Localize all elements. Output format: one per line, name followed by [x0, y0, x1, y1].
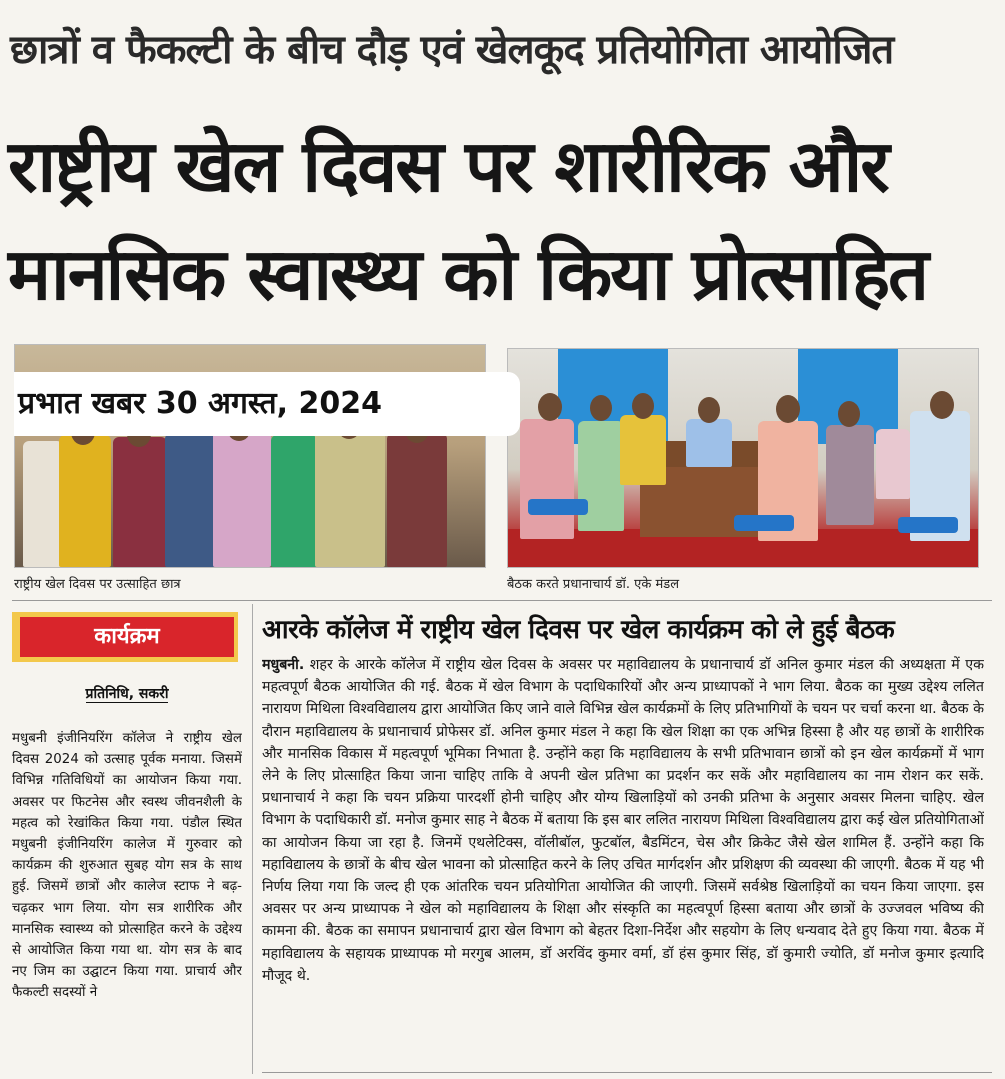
- byline-text: प्रतिनिधि, सकरी: [85, 686, 169, 702]
- dateline: मधुबनी.: [262, 657, 305, 673]
- main-headline: राष्ट्रीय खेल दिवस पर शारीरिक और मानसिक स्वास्थ्य को किया प्रोत्साहित: [8, 124, 928, 316]
- byline: [12, 684, 242, 703]
- main-article-text: शहर के आरके कॉलेज में राष्ट्रीय खेल दिवस के अवसर पर महाविद्यालय के प्रधानाचार्य डॉ अनिल कुमार मंडल की अध्यक्षता में एक महत्वपूर्ण बैठक आयोजित की गई. बैठक में खेल विभाग के पदाधिकारियों और अन्य प्राध्यापकों ने भाग लिया. बैठक का मुख्य उद्देश्य ललित नारायण मिथिला विश्वविद्यालय द्वारा आयोजित किए जाने वाले विभिन्न खेल कार्यक्रमों के लिए प्रतिभागियों के चयन पर चर्चा करना था. बैठक के दौरान महाविद्यालय के प्रधानाचार्य प्रोफेसर डॉ. अनिल कुमार मंडल ने कहा कि खेल शिक्षा का एक अभिन्न हिस्सा है और यह छात्रों के शारीरिक और मानसिक विकास में महत्वपूर्ण भूमिका निभाता है. उन्होंने कहा कि महाविद्यालय के सभी प्रतिभावान छात्रों को इन खेल कार्यक्रमों में भाग लेने के लिए प्रोत्साहित किया जाना चाहिए ताकि वे अपनी खेल प्रतिभा का प्रदर्शन कर सकें और महाविद्यालय का नाम रोशन कर सकें. प्रधानाचार्य ने कहा कि चयन प्रक्रिया पारदर्शी होनी चाहिए और योग्य खिलाड़ियों को उनकी प्रतिभा के अनुसार अवसर मिलना चाहिए. खेल विभाग के पदाधिकारी डॉ. मनोज कुमार साह ने बैठक में बताया कि इस बार ललित नारायण मिथिला विश्वविद्यालय द्वारा कई खेल प्रतियोगिताओं का आयोजन किया जा रहा है. जिनमें एथलेटिक्स, वॉलीबॉल, फुटबॉल, बैडमिंटन, चेस और क्रिकेट जैसे खेल शामिल हैं. उन्होंने कहा कि महाविद्यालय के छात्रों के बीच खेल भावना को प्रोत्साहित करने के लिए उचित मार्गदर्शन और प्रशिक्षण की व्यवस्था की जाएगी. बैठक में यह भी निर्णय लिया गया कि जल्द ही एक आंतरिक चयन प्रतियोगिता आयोजित की जाएगी. जिसमें सर्वश्रेष्ठ खिलाड़ियों का चयन किया जाएगा. इस अवसर पर अन्य प्राध्यापक ने खेल को महाविद्यालय के शिक्षा और संस्कृति का महत्वपूर्ण हिस्सा बताया और छात्रों के उज्जवल भविष्य की कामना की. बैठक का समापन प्रधानाचार्य द्वारा खेल विभाग को बेहतर दिशा-निर्देश और सहयोग के लिए धन्यवाद देते हुए किया गया. बैठक में महाविद्यालय के सहायक प्राध्यापक मो मरगुब आलम, डॉ अरविंद कुमार वर्मा, डॉ हंस कुमार सिंह, डॉ कुमारी ज्योति, डॉ मनोज कुमार इत्यादि मौजूद थे.: [262, 657, 984, 984]
- photo-right-caption: बैठक करते प्रधानाचार्य डॉ. एके मंडल: [507, 577, 680, 592]
- photo-left-caption: राष्ट्रीय खेल दिवस पर उत्साहित छात्र: [14, 577, 181, 592]
- bottom-rule: [262, 1072, 992, 1073]
- left-article-body: मधुबनी इंजीनियरिंग कॉलेज ने राष्ट्रीय खेल दिवस 2024 को उत्साह पूर्वक मनाया. जिसमें विभिन्न गतिविधियों का आयोजन किया गया. अवसर पर फिटनेस और स्वस्थ जीवनशैली के महत्व को रेखांकित किया गया. पंडौल स्थित मधुबनी इंजीनियरिंग कालेज में गुरुवार को कार्यक्रम की शुरुआत सुबह योग सत्र के साथ हुई. जिसमें छात्रों और कालेज स्टाफ ने बढ़-चढ़कर भाग लिया. योग सत्र शारीरिक और मानसिक स्वास्थ्य को प्रोत्साहित करने के उद्देश्य से आयोजित किया गया था. योग सत्र के बाद नए जिम का उद्घाटन किया गया. प्राचार्य और फैकल्टी सदस्यों ने: [12, 731, 242, 1001]
- source-date-label: प्रभात खबर 30 अगस्त, 2024: [14, 372, 520, 436]
- section-badge: कार्यक्रम: [20, 617, 234, 657]
- column-divider: [252, 604, 253, 1074]
- kicker-headline: छात्रों व फैकल्टी के बीच दौड़ एवं खेलकूद प्रतियोगिता आयोजित: [10, 27, 894, 73]
- photo-principal-meeting: [507, 348, 979, 568]
- main-article-body: [262, 654, 984, 1064]
- sub-headline: आरके कॉलेज में राष्ट्रीय खेल दिवस पर खेल कार्यक्रम को ले हुई बैठक: [262, 615, 895, 645]
- section-divider: [12, 600, 992, 601]
